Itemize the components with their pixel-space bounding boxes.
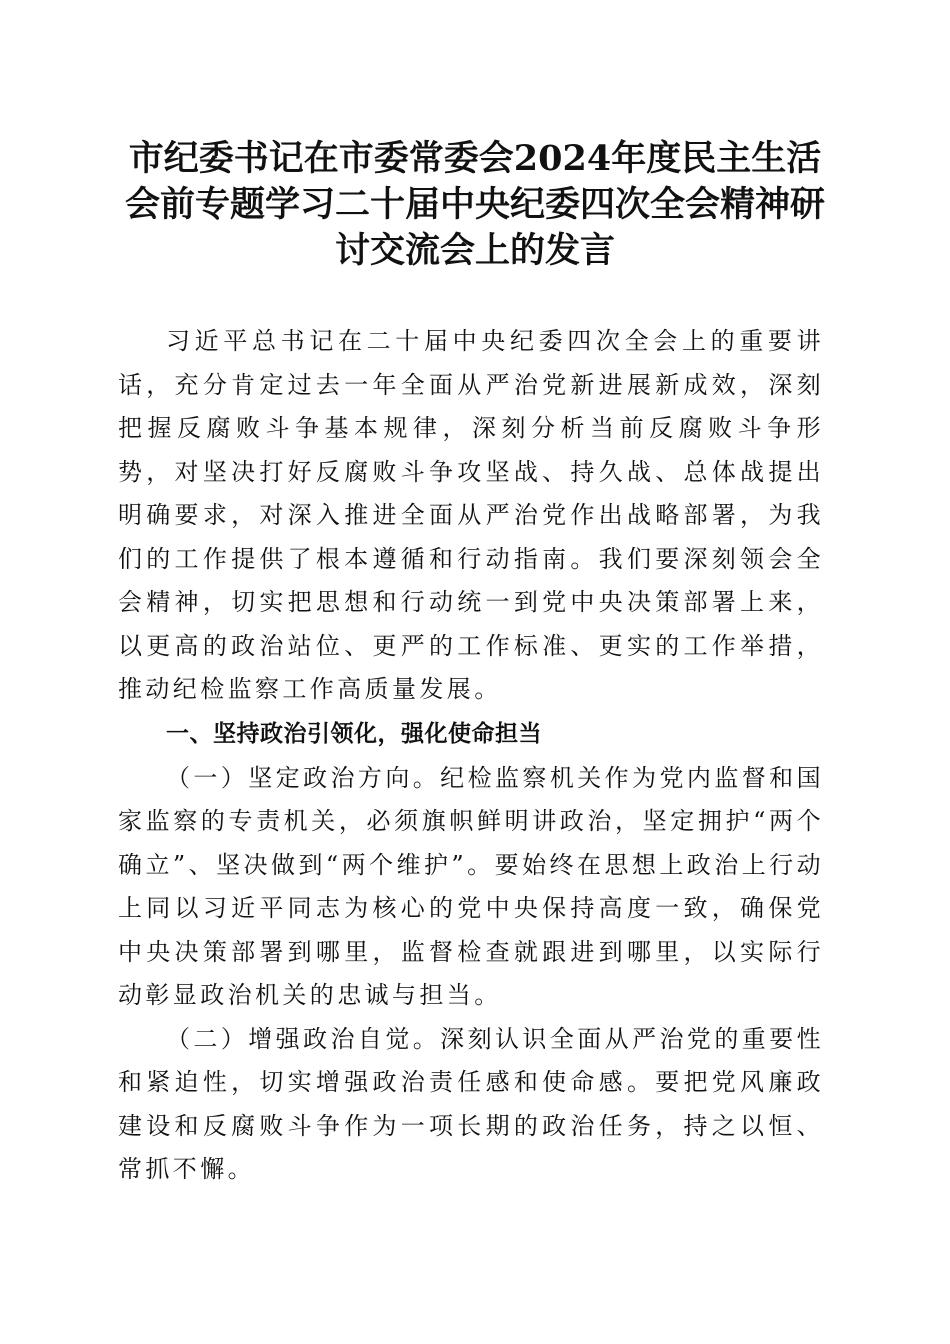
section-heading-1: 一、坚持政治引领化，强化使命担当	[166, 720, 542, 747]
item-1-lead: （一）坚定政治方向。	[166, 763, 441, 792]
item-paragraph-2	[118, 1018, 824, 1192]
document-body	[118, 320, 824, 1192]
intro-paragraph: 习近平总书记在二十届中央纪委四次全会上的重要讲话，充分肯定过去一年全面从严治党新进展新成效，深刻把握反腐败斗争基本规律，深刻分析当前反腐败斗争形势，对坚决打好反腐败斗争攻坚战、持久战、总体战提出明确要求，对深入推进全面从严治党作出战略部署，为我们的工作提供了根本遵循和行动指南。我们要深刻领会全会精神，切实把思想和行动统一到党中央决策部署上来，以更高的政治站位、更严的工作标准、更实的工作举措，推动纪检监察工作高质量发展。	[118, 327, 824, 703]
document-title	[118, 136, 832, 274]
item-1-text: 纪检监察机关作为党内监督和国家监察的专责机关，必须旗帜鲜明讲政治，坚定拥护“两个确立”、坚决做到“两个维护”。要始终在思想上政治上行动上同以习近平同志为核心的党中央保持高度一致，确保党中央决策部署到哪里，监督检查就跟进到哪里，以实际行动彰显政治机关的忠诚与担当。	[118, 763, 824, 1009]
item-2-lead: （二）增强政治自觉。	[166, 1024, 441, 1053]
item-2-text: 深刻认识全面从严治党的重要性和紧迫性，切实增强政治责任感和使命感。要把党风廉政建设和反腐败斗争作为一项长期的政治任务，持之以恒、常抓不懈。	[118, 1024, 824, 1183]
item-paragraph-1	[118, 757, 824, 1018]
title-line-1: 市纪委书记在市委常委会2024年度民主生活	[128, 138, 822, 179]
title-line-2: 会前专题学习二十届中央纪委四次全会精神研	[124, 184, 825, 225]
title-line-3: 讨交流会上的发言	[334, 230, 615, 271]
